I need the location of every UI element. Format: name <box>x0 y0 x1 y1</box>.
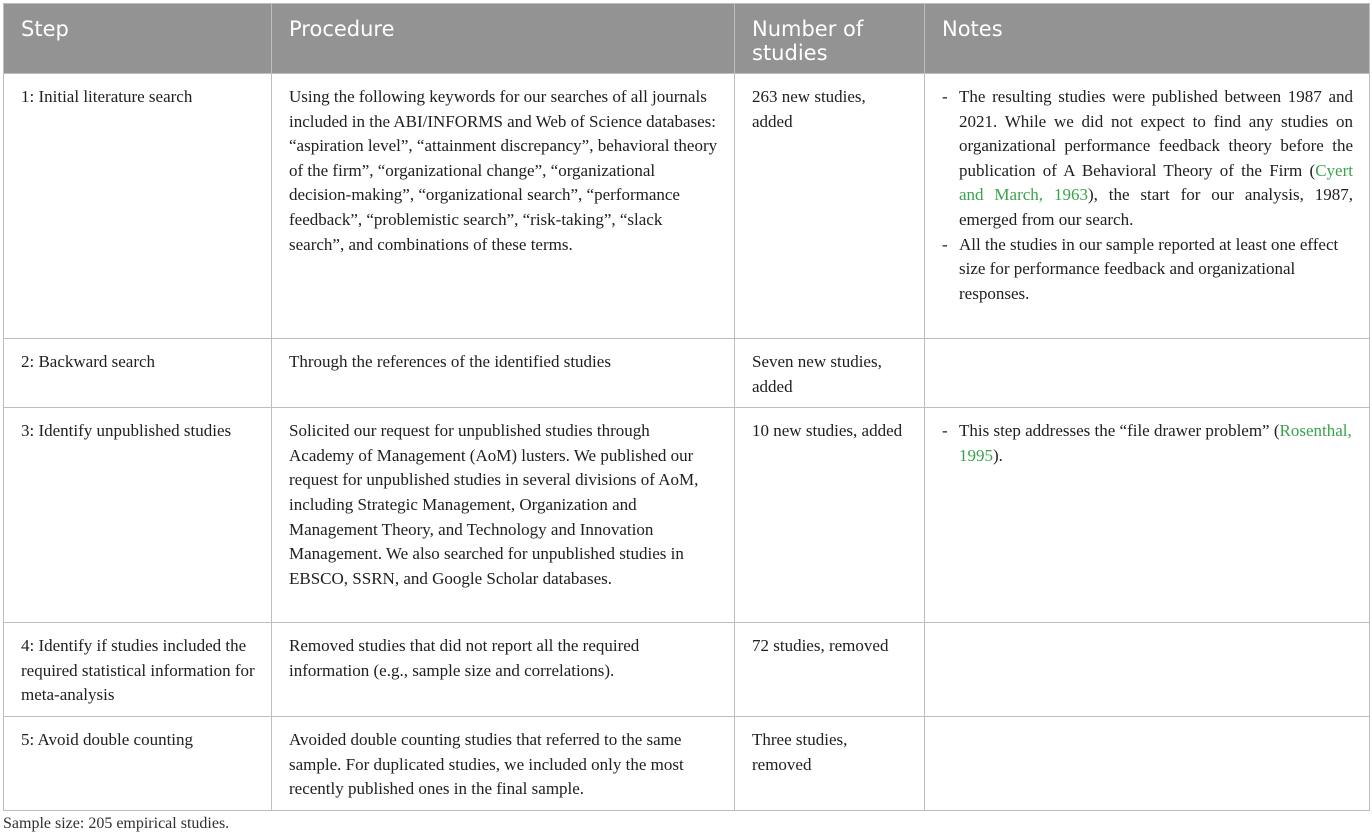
notes-cell <box>925 716 1370 810</box>
procedure-cell: Avoided double counting studies that referred to the same sample. For duplicated studies, we included only the most recently published ones in the final sample. <box>272 716 735 810</box>
header-step: Step <box>4 4 272 74</box>
count-cell: 72 studies, removed <box>735 623 925 717</box>
notes-cell <box>925 339 1370 408</box>
procedure-cell: Removed studies that did not report all the required information (e.g., sample size and correlations). <box>272 623 735 717</box>
step-cell: 4: Identify if studies included the required statistical information for meta-analysis <box>4 623 272 717</box>
step-cell: 3: Identify unpublished studies <box>4 408 272 623</box>
note-text: ). <box>993 445 1003 465</box>
notes-cell <box>925 623 1370 717</box>
table-row <box>4 339 1370 408</box>
table-row <box>4 623 1370 717</box>
literature-search-table <box>3 3 1370 811</box>
header-number-of-studies <box>735 4 925 74</box>
count-cell: 263 new studies, added <box>735 74 925 339</box>
step-cell: 1: Initial literature search <box>4 74 272 339</box>
notes-cell <box>925 408 1370 623</box>
step-cell: 5: Avoid double counting <box>4 716 272 810</box>
procedure-cell: Through the references of the identified studies <box>272 339 735 408</box>
table-row <box>4 408 1370 623</box>
count-cell: Three studies, removed <box>735 716 925 810</box>
count-cell: Seven new studies, added <box>735 339 925 408</box>
note-item <box>942 85 1353 233</box>
notes-cell <box>925 74 1370 339</box>
table-footnote: Sample size: 205 empirical studies. <box>3 815 230 832</box>
table-row <box>4 74 1370 339</box>
note-text: All the studies in our sample reported at least one effect size for performance feedback and organizational responses. <box>959 234 1339 303</box>
procedure-cell: Solicited our request for unpublished studies through Academy of Management (AoM) lusters. We published our request for unpublished studies in several divisions of AoM, including Strategic Management, Organization and Management Theory, and Technology and Innovation Management. We also searched for unpublished studies in EBSCO, SSRN, and Google Scholar databases. <box>272 408 735 623</box>
table-header-row <box>4 4 1370 74</box>
note-text: ), the start for our analysis, 1987, emerged from our search. <box>959 185 1353 229</box>
note-item <box>942 419 1353 468</box>
step-cell: 2: Backward search <box>4 339 272 408</box>
table-row <box>4 716 1370 810</box>
note-item <box>942 233 1353 307</box>
header-notes: Notes <box>925 4 1370 74</box>
notes-list <box>942 85 1353 306</box>
notes-list <box>942 419 1353 468</box>
header-number-of-studies-label: Number of studies <box>752 17 864 65</box>
citation-link[interactable]: Cyert and March, 1963 <box>959 160 1353 205</box>
note-text: The resulting studies were published between 1987 and 2021. While we did not expect to find any studies on organizational performance feedback theory before the publication of A Behavioral Theory of the Firm ( <box>959 87 1353 180</box>
note-text: This step addresses the “file drawer problem” ( <box>959 421 1280 441</box>
header-procedure: Procedure <box>272 4 735 74</box>
procedure-cell: Using the following keywords for our searches of all journals included in the ABI/INFORMS and Web of Science databases: “aspiration level”, “attainment discrepancy”, behavioral theory of the firm”, “organizational change”, “organizational decision-making”, “organizational search”, “performance feedback”, “problemistic search”, “risk-taking”, “slack search”, and combinations of these terms. <box>272 74 735 339</box>
citation-link[interactable]: Rosenthal, 1995 <box>959 421 1352 465</box>
count-cell: 10 new studies, added <box>735 408 925 623</box>
